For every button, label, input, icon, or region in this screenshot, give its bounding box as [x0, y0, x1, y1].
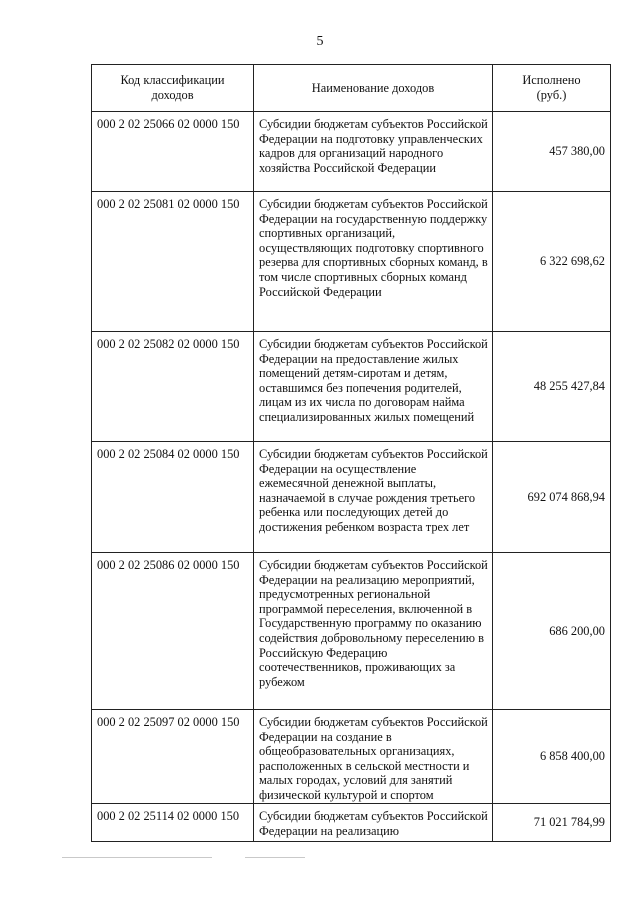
- header-name: Наименование доходов: [254, 65, 493, 112]
- row-code: 000 2 02 25114 02 0000 150: [92, 804, 254, 842]
- table-row: [92, 442, 611, 553]
- revenue-table: [91, 64, 611, 842]
- row-name: Субсидии бюджетам субъектов Российской Федерации на подготовку управленческих кадров для организаций народного хозяйства Российской Федерации: [254, 112, 493, 192]
- row-name: Субсидии бюджетам субъектов Российской Федерации на создание в общеобразовательных организациях, расположенных в сельской местности и малых городах, условий для занятий физической культурой и спортом: [254, 710, 493, 804]
- scan-artifact: [62, 857, 212, 858]
- row-amount: 6 322 698,62: [493, 192, 611, 332]
- row-code: 000 2 02 25066 02 0000 150: [92, 112, 254, 192]
- row-name: Субсидии бюджетам субъектов Российской Федерации на реализацию мероприятий, предусмотренных региональной программой переселения, включенной в Государственную программу по оказанию содействия добровольному переселению в Российскую Федерацию соотечественников, проживающих за рубежом: [254, 553, 493, 710]
- table-row: [92, 112, 611, 192]
- row-amount: 686 200,00: [493, 553, 611, 710]
- row-code: 000 2 02 25081 02 0000 150: [92, 192, 254, 332]
- row-amount: 48 255 427,84: [493, 332, 611, 442]
- row-code: 000 2 02 25082 02 0000 150: [92, 332, 254, 442]
- row-amount: 6 858 400,00: [493, 710, 611, 804]
- row-name: Субсидии бюджетам субъектов Российской Федерации на государственную поддержку спортивных организаций, осуществляющих подготовку спортивного резерва для спортивных сборных команд, в том числе спортивных сборных команд Российской Федерации: [254, 192, 493, 332]
- page-number: 5: [316, 34, 324, 49]
- row-name: Субсидии бюджетам субъектов Российской Федерации на реализацию: [254, 804, 493, 842]
- header-code: Код классификации доходов: [92, 65, 254, 112]
- row-amount: 457 380,00: [493, 112, 611, 192]
- row-code: 000 2 02 25086 02 0000 150: [92, 553, 254, 710]
- table-row: [92, 332, 611, 442]
- table-row: [92, 804, 611, 842]
- header-amount: Исполнено (руб.): [493, 65, 611, 112]
- row-amount: 71 021 784,99: [493, 804, 611, 842]
- row-code: 000 2 02 25084 02 0000 150: [92, 442, 254, 553]
- row-name: Субсидии бюджетам субъектов Российской Федерации на осуществление ежемесячной денежной выплаты, назначаемой в случае рождения третьего ребенка или последующих детей до достижения ребенком возраста трех лет: [254, 442, 493, 553]
- row-name: Субсидии бюджетам субъектов Российской Федерации на предоставление жилых помещений детям-сиротам и детям, оставшимся без попечения родителей, лицам из их числа по договорам найма специализированных жилых помещений: [254, 332, 493, 442]
- table-header-row: [92, 65, 611, 112]
- table-row: [92, 553, 611, 710]
- table-row: [92, 710, 611, 804]
- scan-artifact: [245, 857, 305, 858]
- row-code: 000 2 02 25097 02 0000 150: [92, 710, 254, 804]
- table-row: [92, 192, 611, 332]
- row-amount: 692 074 868,94: [493, 442, 611, 553]
